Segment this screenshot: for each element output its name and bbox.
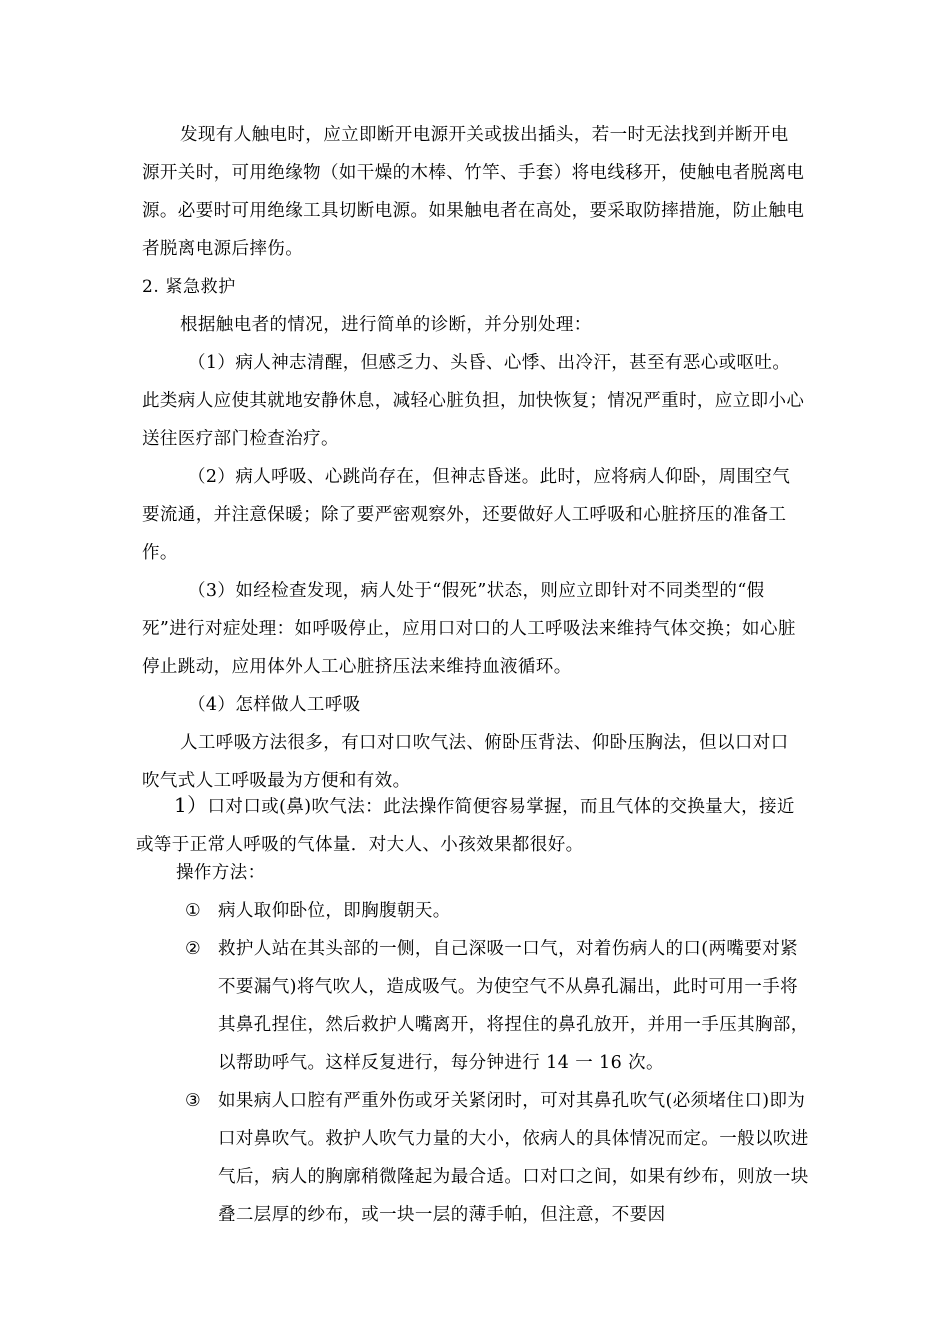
step-number: ① — [185, 901, 202, 921]
paragraph-operation-method: 操作方法： — [176, 863, 266, 883]
section-heading-emergency-rescue: 2. 紧急救护 — [142, 277, 236, 297]
paragraph-case-2: （2）病人呼吸、心跳尚存在，但神志昏迷。此时，应将病人仰卧，周围空气要流通，并注意保暖；除了要严密观察外，还要做好人工呼吸和心脏挤压的准备工作。 — [142, 467, 791, 563]
step-number: ③ — [185, 1091, 202, 1111]
step-item — [185, 1082, 815, 1234]
paragraph-disconnect-power: 发现有人触电时，应立即断开电源开关或拔出插头，若一时无法找到并断开电源开关时，可用绝缘物（如干燥的木棒、竹竿、手套）将电线移开，使触电者脱离电源。必要时可用绝缘工具切断电源。如果触电者在高处，要采取防摔措施，防止触电者脱离电源后摔伤。 — [142, 125, 805, 259]
step-item — [185, 892, 815, 930]
paragraph-case-4-heading: （4）怎样做人工呼吸 — [188, 695, 361, 715]
paragraph-artificial-respiration-methods: 人工呼吸方法很多，有口对口吹气法、俯卧压背法、仰卧压胸法，但以口对口吹气式人工呼吸最为方便和有效。 — [142, 733, 789, 791]
step-text: 病人取仰卧位，即胸腹朝天。 — [218, 901, 451, 921]
step-text: 如果病人口腔有严重外伤或牙关紧闭时，可对其鼻孔吹气(必须堵住口)即为口对鼻吹气。救护人吹气力量的大小，依病人的具体情况而定。一般以吹进气后，病人的胸廓稍微隆起为最合适。口对口之间，如果有纱布，则放一块叠二层厚的纱布，或一块一层的薄手帕，但注意，不要因 — [218, 1091, 809, 1225]
paragraph-mouth-to-mouth-text: 口对口或(鼻)吹气法：此法操作简便容易掌握，而且气体的交换量大，接近或等于正常人呼吸的气体量．对大人、小孩效果都很好。 — [136, 797, 795, 855]
step-text: 救护人站在其头部的一侧，自己深吸一口气，对着伤病人的口(两嘴要对紧不要漏气)将气吹人，造成吸气。为使空气不从鼻孔漏出，此时可用一手将其鼻孔捏住，然后救护人嘴离开，将捏住的鼻孔放开，并用一手压其胸部，以帮助呼气。这样反复进行，每分钟进行 14 一 16 次。 — [218, 939, 809, 1073]
paragraph-mouth-to-mouth — [136, 786, 808, 864]
paragraph-case-3: （3）如经检查发现，病人处于“假死”状态，则应立即针对不同类型的“假死”进行对症处理：如呼吸停止，应用口对口的人工呼吸法来维持气体交换；如心脏停止跳动，应用体外人工心脏挤压法来维持血液循环。 — [142, 581, 796, 677]
paragraph-diagnosis-intro: 根据触电者的情况，进行简单的诊断，并分别处理： — [180, 315, 592, 335]
item-number: 1） — [174, 793, 208, 817]
step-item — [185, 930, 815, 1082]
paragraph-case-1: （1）病人神志清醒，但感乏力、头昏、心悸、出冷汗，甚至有恶心或呕吐。此类病人应使其就地安静休息，减轻心脏负担，加快恢复；情况严重时，应立即小心送往医疗部门检查治疗。 — [142, 353, 805, 449]
step-number: ② — [185, 939, 202, 959]
